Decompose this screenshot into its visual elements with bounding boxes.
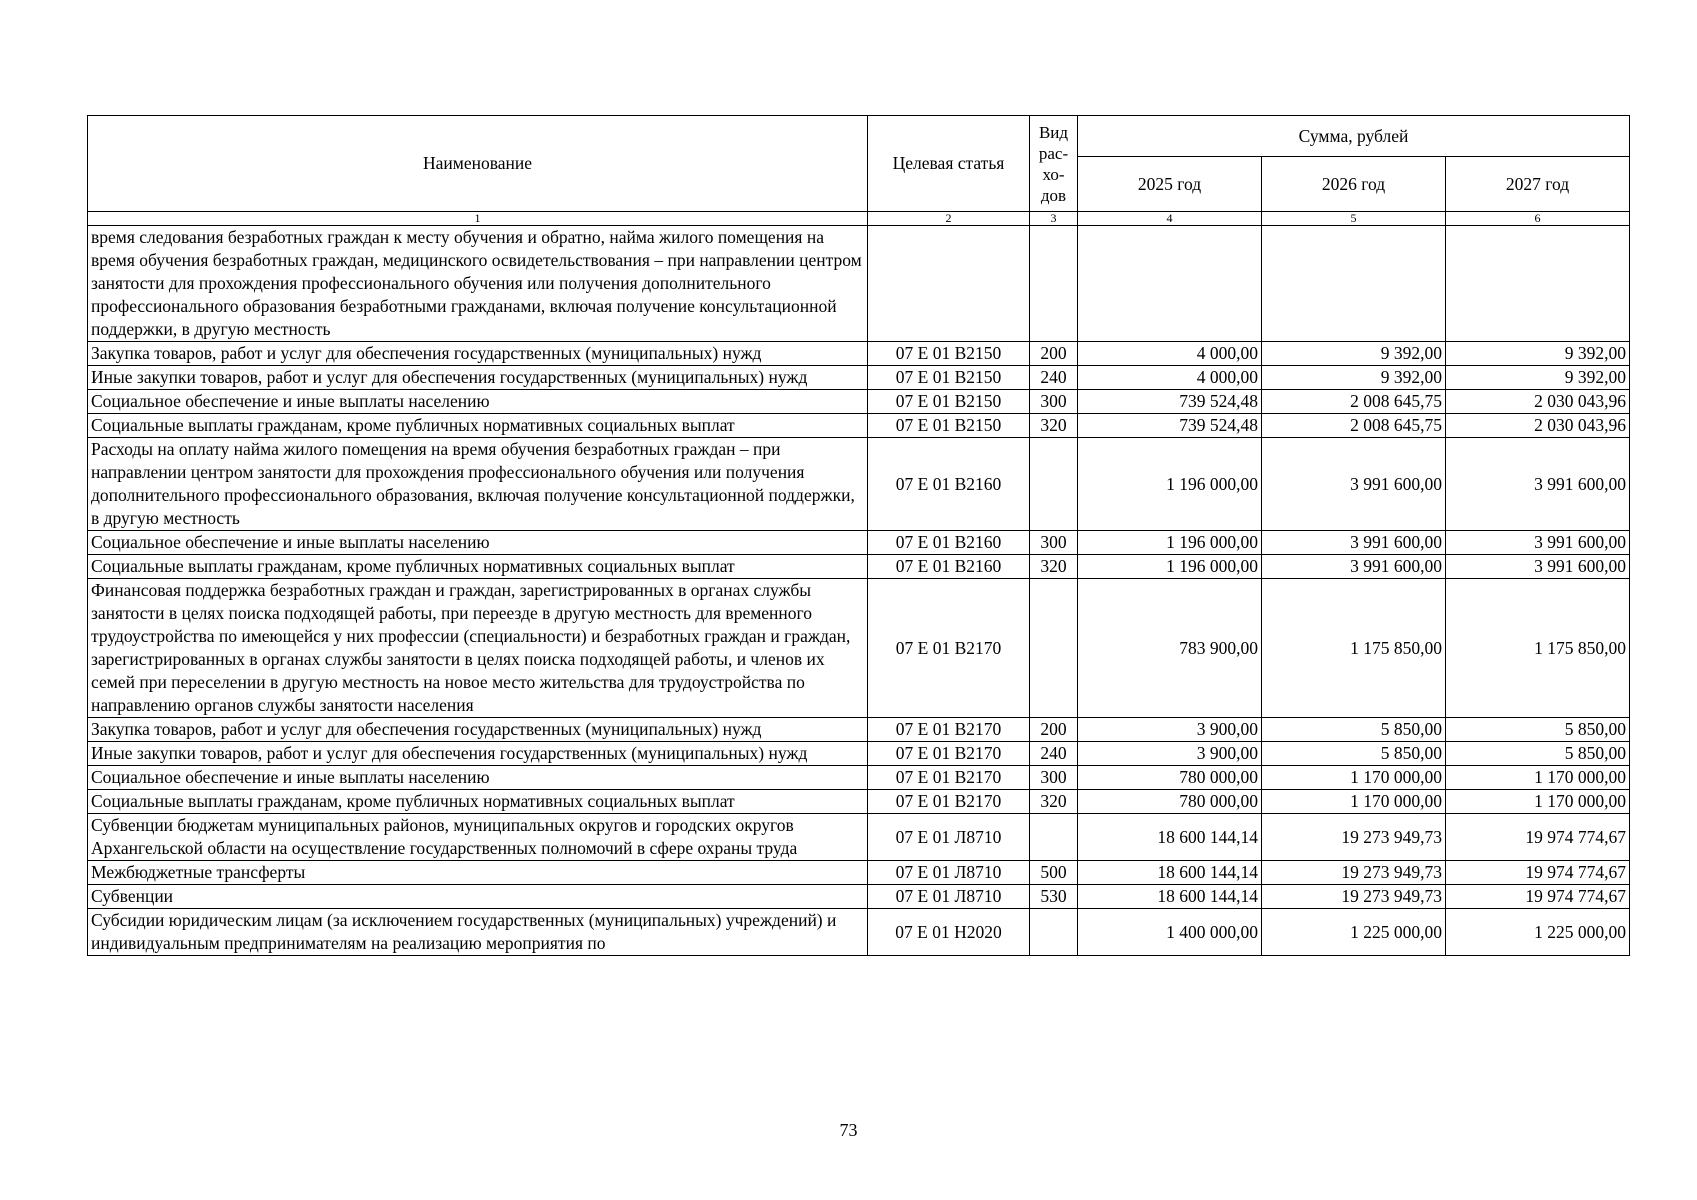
column-number: 5 (1262, 212, 1446, 226)
row-target-code: 07 Е 01 В2170 (868, 790, 1030, 814)
header-year-2025: 2025 год (1078, 157, 1262, 212)
row-amount-2026: 2 008 645,75 (1262, 390, 1446, 414)
header-target: Целевая статья (868, 116, 1030, 212)
row-amount-2027: 19 974 774,67 (1446, 861, 1630, 885)
row-expense-type: 320 (1030, 555, 1078, 579)
header-type: Вид рас-хо-дов (1030, 116, 1078, 212)
row-amount-2025: 4 000,00 (1078, 342, 1262, 366)
row-name: Социальное обеспечение и иные выплаты населению (88, 390, 868, 414)
column-number: 6 (1446, 212, 1630, 226)
table-row (88, 414, 1630, 438)
row-target-code: 07 Е 01 Л8710 (868, 814, 1030, 861)
column-number: 3 (1030, 212, 1078, 226)
row-amount-2026 (1262, 226, 1446, 342)
row-name: Социальные выплаты гражданам, кроме публичных нормативных социальных выплат (88, 555, 868, 579)
table-row (88, 814, 1630, 861)
row-target-code: 07 Е 01 Л8710 (868, 885, 1030, 909)
row-target-code: 07 Е 01 Л8710 (868, 861, 1030, 885)
row-name: Социальное обеспечение и иные выплаты населению (88, 766, 868, 790)
row-name: Финансовая поддержка безработных граждан и граждан, зарегистрированных в органах службы занятости в целях поиска подходящей работы, при переезде в другую местность для временного трудоустройства по имеющейся у них профессии (специальности) и безработных граждан и граждан, зарегистрированных в органах службы занятости в целях поиска подходящей работы, и членов их семей при переселении в другую местность на новое место жительства для трудоустройства по направлению органов службы занятости населения (88, 579, 868, 718)
row-amount-2025: 739 524,48 (1078, 390, 1262, 414)
row-expense-type: 240 (1030, 366, 1078, 390)
table-row (88, 555, 1630, 579)
table-row (88, 909, 1630, 956)
row-target-code: 07 Е 01 В2150 (868, 414, 1030, 438)
row-amount-2026: 2 008 645,75 (1262, 414, 1446, 438)
row-target-code: 07 Е 01 В2170 (868, 718, 1030, 742)
row-amount-2026: 19 273 949,73 (1262, 885, 1446, 909)
row-amount-2025: 3 900,00 (1078, 742, 1262, 766)
row-amount-2025: 780 000,00 (1078, 766, 1262, 790)
row-amount-2027 (1446, 226, 1630, 342)
row-amount-2025: 1 400 000,00 (1078, 909, 1262, 956)
column-number: 1 (88, 212, 868, 226)
row-target-code: 07 Е 01 В2170 (868, 742, 1030, 766)
row-expense-type (1030, 226, 1078, 342)
row-amount-2026: 3 991 600,00 (1262, 555, 1446, 579)
row-name: Закупка товаров, работ и услуг для обеспечения государственных (муниципальных) нужд (88, 342, 868, 366)
row-target-code: 07 Е 01 В2150 (868, 366, 1030, 390)
row-amount-2027: 2 030 043,96 (1446, 414, 1630, 438)
row-amount-2026: 5 850,00 (1262, 742, 1446, 766)
column-number: 4 (1078, 212, 1262, 226)
header-year-2027: 2027 год (1446, 157, 1630, 212)
row-expense-type: 320 (1030, 414, 1078, 438)
row-target-code: 07 Е 01 В2170 (868, 766, 1030, 790)
table-row (88, 885, 1630, 909)
row-amount-2026: 9 392,00 (1262, 342, 1446, 366)
row-expense-type: 240 (1030, 742, 1078, 766)
table-row (88, 438, 1630, 531)
row-name: Закупка товаров, работ и услуг для обеспечения государственных (муниципальных) нужд (88, 718, 868, 742)
row-expense-type: 300 (1030, 531, 1078, 555)
table-row (88, 742, 1630, 766)
row-target-code (868, 226, 1030, 342)
row-amount-2027: 19 974 774,67 (1446, 814, 1630, 861)
row-name: Иные закупки товаров, работ и услуг для обеспечения государственных (муниципальных) нужд (88, 742, 868, 766)
row-name: Субвенции (88, 885, 868, 909)
row-target-code: 07 Е 01 Н2020 (868, 909, 1030, 956)
table-row (88, 790, 1630, 814)
row-expense-type: 300 (1030, 390, 1078, 414)
row-amount-2027: 19 974 774,67 (1446, 885, 1630, 909)
row-amount-2025: 18 600 144,14 (1078, 885, 1262, 909)
row-expense-type (1030, 579, 1078, 718)
row-expense-type: 530 (1030, 885, 1078, 909)
row-amount-2025: 18 600 144,14 (1078, 814, 1262, 861)
row-amount-2027: 1 170 000,00 (1446, 790, 1630, 814)
row-amount-2027: 1 225 000,00 (1446, 909, 1630, 956)
row-name: Социальное обеспечение и иные выплаты населению (88, 531, 868, 555)
row-name: Иные закупки товаров, работ и услуг для обеспечения государственных (муниципальных) нужд (88, 366, 868, 390)
row-amount-2027: 3 991 600,00 (1446, 531, 1630, 555)
header-row-1 (88, 116, 1630, 157)
table-row (88, 390, 1630, 414)
row-amount-2027: 3 991 600,00 (1446, 438, 1630, 531)
row-name: Расходы на оплату найма жилого помещения на время обучения безработных граждан – при направлении центром занятости для прохождения профессионального обучения или получения дополнительного профессионального образования, включая получение консультационной поддержки, в другую местность (88, 438, 868, 531)
row-amount-2026: 19 273 949,73 (1262, 814, 1446, 861)
row-expense-type: 320 (1030, 790, 1078, 814)
row-amount-2027: 5 850,00 (1446, 718, 1630, 742)
row-expense-type: 200 (1030, 718, 1078, 742)
column-number-row (88, 212, 1630, 226)
row-amount-2026: 19 273 949,73 (1262, 861, 1446, 885)
column-number: 2 (868, 212, 1030, 226)
row-expense-type (1030, 438, 1078, 531)
row-target-code: 07 Е 01 В2170 (868, 579, 1030, 718)
row-amount-2027: 1 175 850,00 (1446, 579, 1630, 718)
row-target-code: 07 Е 01 В2150 (868, 342, 1030, 366)
row-name: Социальные выплаты гражданам, кроме публичных нормативных социальных выплат (88, 790, 868, 814)
row-amount-2026: 1 170 000,00 (1262, 790, 1446, 814)
table-row (88, 579, 1630, 718)
row-amount-2027: 5 850,00 (1446, 742, 1630, 766)
table-row (88, 342, 1630, 366)
row-amount-2027: 9 392,00 (1446, 342, 1630, 366)
table-row (88, 531, 1630, 555)
row-expense-type: 200 (1030, 342, 1078, 366)
row-name: время следования безработных граждан к месту обучения и обратно, найма жилого помещения на время обучения безработных граждан, медицинского освидетельствования – при направлении центром занятости для прохождения профессионального обучения или получения дополнительного профессионального образования безработными гражданами, включая получение консультационной поддержки, в другую местность (88, 226, 868, 342)
page-number: 73 (839, 1120, 858, 1140)
row-expense-type: 300 (1030, 766, 1078, 790)
row-amount-2026: 1 225 000,00 (1262, 909, 1446, 956)
row-amount-2025: 1 196 000,00 (1078, 531, 1262, 555)
table-row (88, 766, 1630, 790)
row-target-code: 07 Е 01 В2160 (868, 531, 1030, 555)
table-row (88, 366, 1630, 390)
row-amount-2025: 3 900,00 (1078, 718, 1262, 742)
table-body (88, 116, 1630, 956)
row-expense-type (1030, 814, 1078, 861)
row-amount-2025: 1 196 000,00 (1078, 438, 1262, 531)
row-amount-2025 (1078, 226, 1262, 342)
row-name: Субсидии юридическим лицам (за исключением государственных (муниципальных) учреждений) и индивидуальным предпринимателям на реализацию мероприятия по (88, 909, 868, 956)
row-name: Социальные выплаты гражданам, кроме публичных нормативных социальных выплат (88, 414, 868, 438)
row-amount-2027: 3 991 600,00 (1446, 555, 1630, 579)
row-amount-2025: 783 900,00 (1078, 579, 1262, 718)
table-row (88, 718, 1630, 742)
row-amount-2025: 1 196 000,00 (1078, 555, 1262, 579)
row-amount-2026: 3 991 600,00 (1262, 438, 1446, 531)
row-amount-2026: 5 850,00 (1262, 718, 1446, 742)
header-name: Наименование (88, 116, 868, 212)
header-year-2026: 2026 год (1262, 157, 1446, 212)
row-target-code: 07 Е 01 В2150 (868, 390, 1030, 414)
row-amount-2026: 3 991 600,00 (1262, 531, 1446, 555)
row-expense-type: 500 (1030, 861, 1078, 885)
row-target-code: 07 Е 01 В2160 (868, 438, 1030, 531)
budget-table (87, 115, 1630, 956)
row-expense-type (1030, 909, 1078, 956)
row-amount-2026: 1 175 850,00 (1262, 579, 1446, 718)
row-amount-2026: 1 170 000,00 (1262, 766, 1446, 790)
row-amount-2027: 1 170 000,00 (1446, 766, 1630, 790)
header-sum: Сумма, рублей (1078, 116, 1630, 157)
row-amount-2025: 780 000,00 (1078, 790, 1262, 814)
table-row (88, 861, 1630, 885)
row-amount-2025: 18 600 144,14 (1078, 861, 1262, 885)
table-row (88, 226, 1630, 342)
row-amount-2025: 4 000,00 (1078, 366, 1262, 390)
row-amount-2027: 2 030 043,96 (1446, 390, 1630, 414)
row-name: Межбюджетные трансферты (88, 861, 868, 885)
row-amount-2027: 9 392,00 (1446, 366, 1630, 390)
row-amount-2026: 9 392,00 (1262, 366, 1446, 390)
row-amount-2025: 739 524,48 (1078, 414, 1262, 438)
row-target-code: 07 Е 01 В2160 (868, 555, 1030, 579)
row-name: Субвенции бюджетам муниципальных районов, муниципальных округов и городских округов Архангельской области на осуществление государственных полномочий в сфере охраны труда (88, 814, 868, 861)
